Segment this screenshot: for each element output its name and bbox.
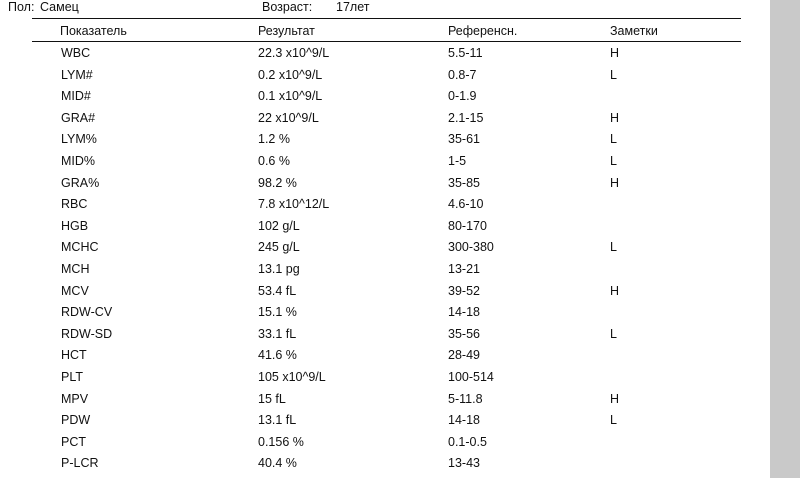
row-reference: 28-49 — [448, 348, 480, 363]
row-indicator: WBC — [61, 46, 91, 60]
table-row — [0, 129, 770, 151]
row-indicator: MCV — [61, 283, 89, 298]
table-row — [0, 108, 770, 130]
table-row — [0, 367, 770, 389]
row-reference: 35-61 — [448, 132, 480, 147]
row-note: L — [610, 413, 617, 428]
row-result: 41.6 % — [258, 348, 297, 363]
row-reference: 39-52 — [448, 283, 480, 298]
row-indicator: GRA# — [61, 110, 96, 125]
table-body — [0, 43, 770, 475]
row-reference: 14-18 — [448, 413, 480, 428]
row-reference: 300-380 — [448, 240, 494, 255]
row-reference: 13-21 — [448, 261, 480, 276]
table-row — [0, 345, 770, 367]
row-result: 245 g/L — [258, 240, 300, 255]
header-notes: Заметки — [610, 24, 658, 38]
table-row — [0, 43, 770, 65]
row-indicator: PLT — [61, 369, 83, 384]
row-indicator: MCH — [61, 261, 90, 276]
row-result: 33.1 fL — [258, 326, 297, 341]
row-indicator: P-LCR — [61, 456, 99, 471]
row-indicator: PDW — [61, 413, 91, 428]
table-row — [0, 194, 770, 216]
table-row — [0, 389, 770, 411]
row-reference: 80-170 — [448, 218, 487, 233]
table-row — [0, 453, 770, 475]
table-row — [0, 259, 770, 281]
row-reference: 35-85 — [448, 175, 480, 190]
row-reference: 1-5 — [448, 153, 467, 168]
row-result: 98.2 % — [258, 175, 297, 190]
row-result: 15.1 % — [258, 305, 297, 320]
table-header — [0, 21, 770, 41]
sex-value: Самец — [40, 0, 79, 14]
row-indicator: RDW-CV — [61, 305, 113, 320]
table-row — [0, 65, 770, 87]
row-result: 13.1 pg — [258, 261, 300, 276]
row-result: 53.4 fL — [258, 283, 297, 298]
table-row — [0, 302, 770, 324]
table-top-divider — [32, 18, 741, 19]
header-reference: Референсн. — [448, 24, 518, 38]
row-result: 105 x10^9/L — [258, 369, 326, 384]
row-result: 102 g/L — [258, 218, 300, 233]
row-reference: 100-514 — [448, 369, 494, 384]
row-note: L — [610, 132, 617, 147]
row-indicator: HGB — [61, 218, 89, 233]
sex-label: Пол: — [8, 0, 35, 14]
row-reference: 5-11.8 — [448, 391, 483, 406]
table-row — [0, 432, 770, 454]
row-indicator: LYM# — [61, 67, 93, 82]
table-row — [0, 86, 770, 108]
table-row — [0, 173, 770, 195]
row-reference: 5.5-11 — [448, 46, 483, 60]
row-result: 0.1 x10^9/L — [258, 89, 323, 104]
row-result: 22.3 x10^9/L — [258, 46, 330, 60]
header-indicator: Показатель — [60, 24, 127, 38]
row-note: H — [610, 391, 620, 406]
row-result: 40.4 % — [258, 456, 297, 471]
table-row — [0, 151, 770, 173]
row-result: 0.2 x10^9/L — [258, 67, 323, 82]
row-reference: 4.6-10 — [448, 197, 484, 212]
row-result: 13.1 fL — [258, 413, 297, 428]
row-reference: 0-1.9 — [448, 89, 477, 104]
table-row — [0, 237, 770, 259]
row-reference: 2.1-15 — [448, 110, 484, 125]
row-reference: 13-43 — [448, 456, 480, 471]
row-note: L — [610, 326, 617, 341]
row-result: 22 x10^9/L — [258, 110, 319, 125]
table-row — [0, 281, 770, 303]
header-result: Результат — [258, 24, 315, 38]
table-row — [0, 216, 770, 238]
row-result: 7.8 x10^12/L — [258, 197, 330, 212]
row-result: 0.156 % — [258, 434, 304, 449]
row-indicator: RDW-SD — [61, 326, 113, 341]
row-note: H — [610, 110, 620, 125]
row-note: H — [610, 283, 620, 298]
row-indicator: LYM% — [61, 132, 97, 147]
row-reference: 14-18 — [448, 305, 480, 320]
row-result: 1.2 % — [258, 132, 290, 147]
scrollbar-track[interactable] — [770, 0, 800, 478]
row-note: H — [610, 46, 620, 60]
row-reference: 35-56 — [448, 326, 480, 341]
row-indicator: MCHC — [61, 240, 99, 255]
row-reference: 0.8-7 — [448, 67, 477, 82]
age-value: 17лет — [336, 0, 370, 14]
row-indicator: PCT — [61, 434, 86, 449]
row-indicator: GRA% — [61, 175, 100, 190]
table-row — [0, 410, 770, 432]
row-indicator: MID% — [61, 153, 96, 168]
row-indicator: MID# — [61, 89, 91, 104]
row-note: H — [610, 175, 620, 190]
row-indicator: HCT — [61, 348, 87, 363]
row-note: L — [610, 153, 617, 168]
row-note: L — [610, 240, 617, 255]
row-note: L — [610, 67, 617, 82]
row-indicator: MPV — [61, 391, 89, 406]
row-indicator: RBC — [61, 197, 88, 212]
age-label: Возраст: — [262, 0, 313, 14]
row-reference: 0.1-0.5 — [448, 434, 487, 449]
table-row — [0, 324, 770, 346]
row-result: 15 fL — [258, 391, 286, 406]
row-result: 0.6 % — [258, 153, 290, 168]
table-header-divider — [32, 41, 741, 42]
